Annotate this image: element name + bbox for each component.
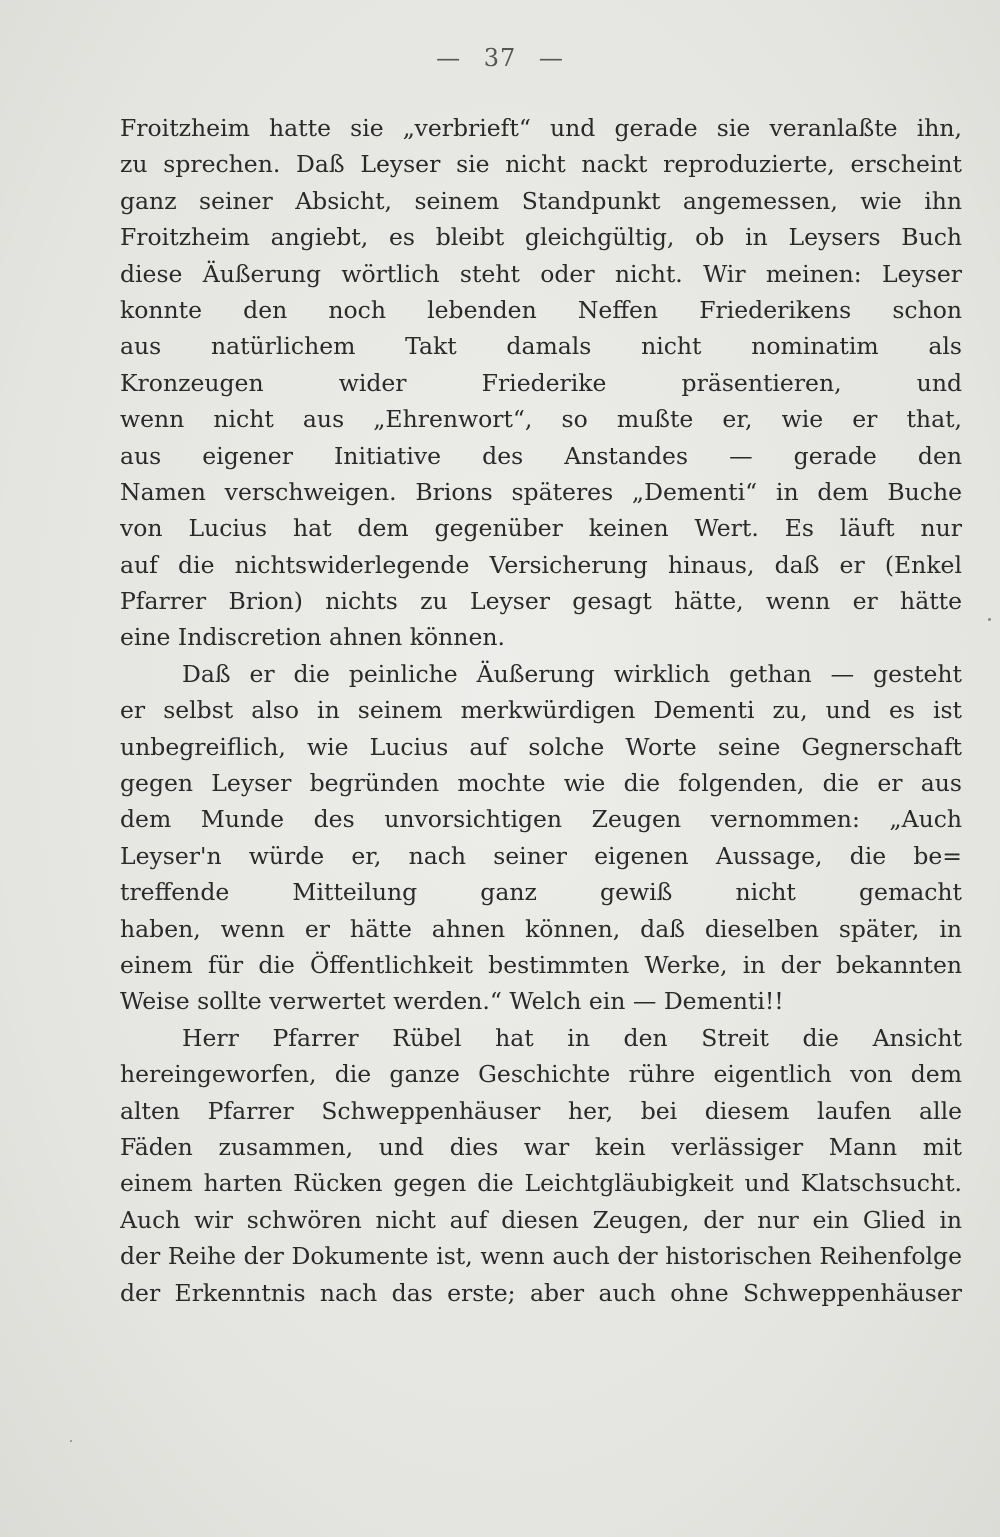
text-line: hereingeworfen, die ganze Geschichte rühre eigentlich von dem [120, 1060, 962, 1089]
text-line: Froitzheim hatte sie „verbrieft“ und gerade sie veranlaßte ihn, [120, 114, 962, 142]
text-line: haben, wenn er hätte ahnen können, daß dieselben später, in [120, 914, 962, 943]
text-line: von Lucius hat dem gegenüber keinen Wert. Es läuft nur [120, 514, 962, 543]
text-line: ganz seiner Absicht, seinem Standpunkt angemessen, wie ihn [120, 186, 962, 215]
header-dash-right: — [538, 44, 564, 72]
text-line: eine Indiscretion ahnen können. [120, 623, 505, 652]
text-line: aus natürlichem Takt damals nicht nominatim als [120, 332, 962, 361]
text-line: zu sprechen. Daß Leyser sie nicht nackt reproduzierte, erscheint [120, 150, 962, 179]
text-line: konnte den noch lebenden Neffen Friederikens schon [120, 295, 962, 324]
text-line: Pfarrer Brion) nichts zu Leyser gesagt hätte, wenn er hätte [120, 587, 962, 616]
text-line: auf die nichtswiderlegende Versicherung hinaus, daß er (Enkel [120, 550, 962, 579]
text-line: Kronzeugen wider Friederike präsentieren, und [120, 368, 962, 397]
text-line: alten Pfarrer Schweppenhäuser her, bei diesem laufen alle [120, 1096, 962, 1125]
text-line: einem für die Öffentlichkeit bestimmten Werke, in der bekannten [120, 950, 962, 979]
text-line: einem harten Rücken gegen die Leichtgläubigkeit und Klatschsucht. [120, 1169, 962, 1198]
paper-speck [988, 618, 991, 621]
text-line: unbegreiflich, wie Lucius auf solche Worte seine Gegnerschaft [120, 732, 962, 761]
text-line: Auch wir schwören nicht auf diesen Zeugen, der nur ein Glied in [120, 1205, 962, 1234]
text-line: diese Äußerung wörtlich steht oder nicht. Wir meinen: Leyser [120, 259, 962, 288]
text-line: dem Munde des unvorsichtigen Zeugen vernommen: „Auch [120, 805, 962, 834]
text-line: der Erkenntnis nach das erste; aber auch ohne Schweppenhäuser [120, 1278, 962, 1307]
text-line: Herr Pfarrer Rübel hat in den Streit die Ansicht [182, 1023, 962, 1052]
text-line: Froitzheim angiebt, es bleibt gleichgültig, ob in Leysers Buch [120, 223, 962, 252]
text-line: Namen verschweigen. Brions späteres „Dementi“ in dem Buche [120, 477, 962, 506]
page-number: 37 [483, 44, 517, 72]
text-line: Leyser'n würde er, nach seiner eigenen Aussage, die be= [120, 841, 962, 870]
text-line: der Reihe der Dokumente ist, wenn auch der historischen Reihenfolge [120, 1242, 962, 1271]
text-line: aus eigener Initiative des Anstandes — gerade den [120, 441, 962, 470]
text-line: gegen Leyser begründen mochte wie die folgenden, die er aus [120, 769, 962, 798]
text-line: wenn nicht aus „Ehrenwort“, so mußte er, wie er that, [120, 405, 962, 434]
paper-speck [70, 1440, 72, 1442]
page-header [0, 44, 1000, 72]
text-line: Daß er die peinliche Äußerung wirklich gethan — gesteht [182, 659, 962, 688]
text-line: treffende Mitteilung ganz gewiß nicht gemacht [120, 878, 962, 907]
text-line: Weise sollte verwertet werden.“ Welch ein — Dementi!! [120, 987, 784, 1016]
header-dash-left: — [436, 44, 462, 72]
text-line: Fäden zusammen, und dies war kein verlässiger Mann mit [120, 1132, 962, 1161]
text-line: er selbst also in seinem merkwürdigen Dementi zu, und es ist [120, 696, 962, 725]
body-text [120, 110, 962, 1311]
